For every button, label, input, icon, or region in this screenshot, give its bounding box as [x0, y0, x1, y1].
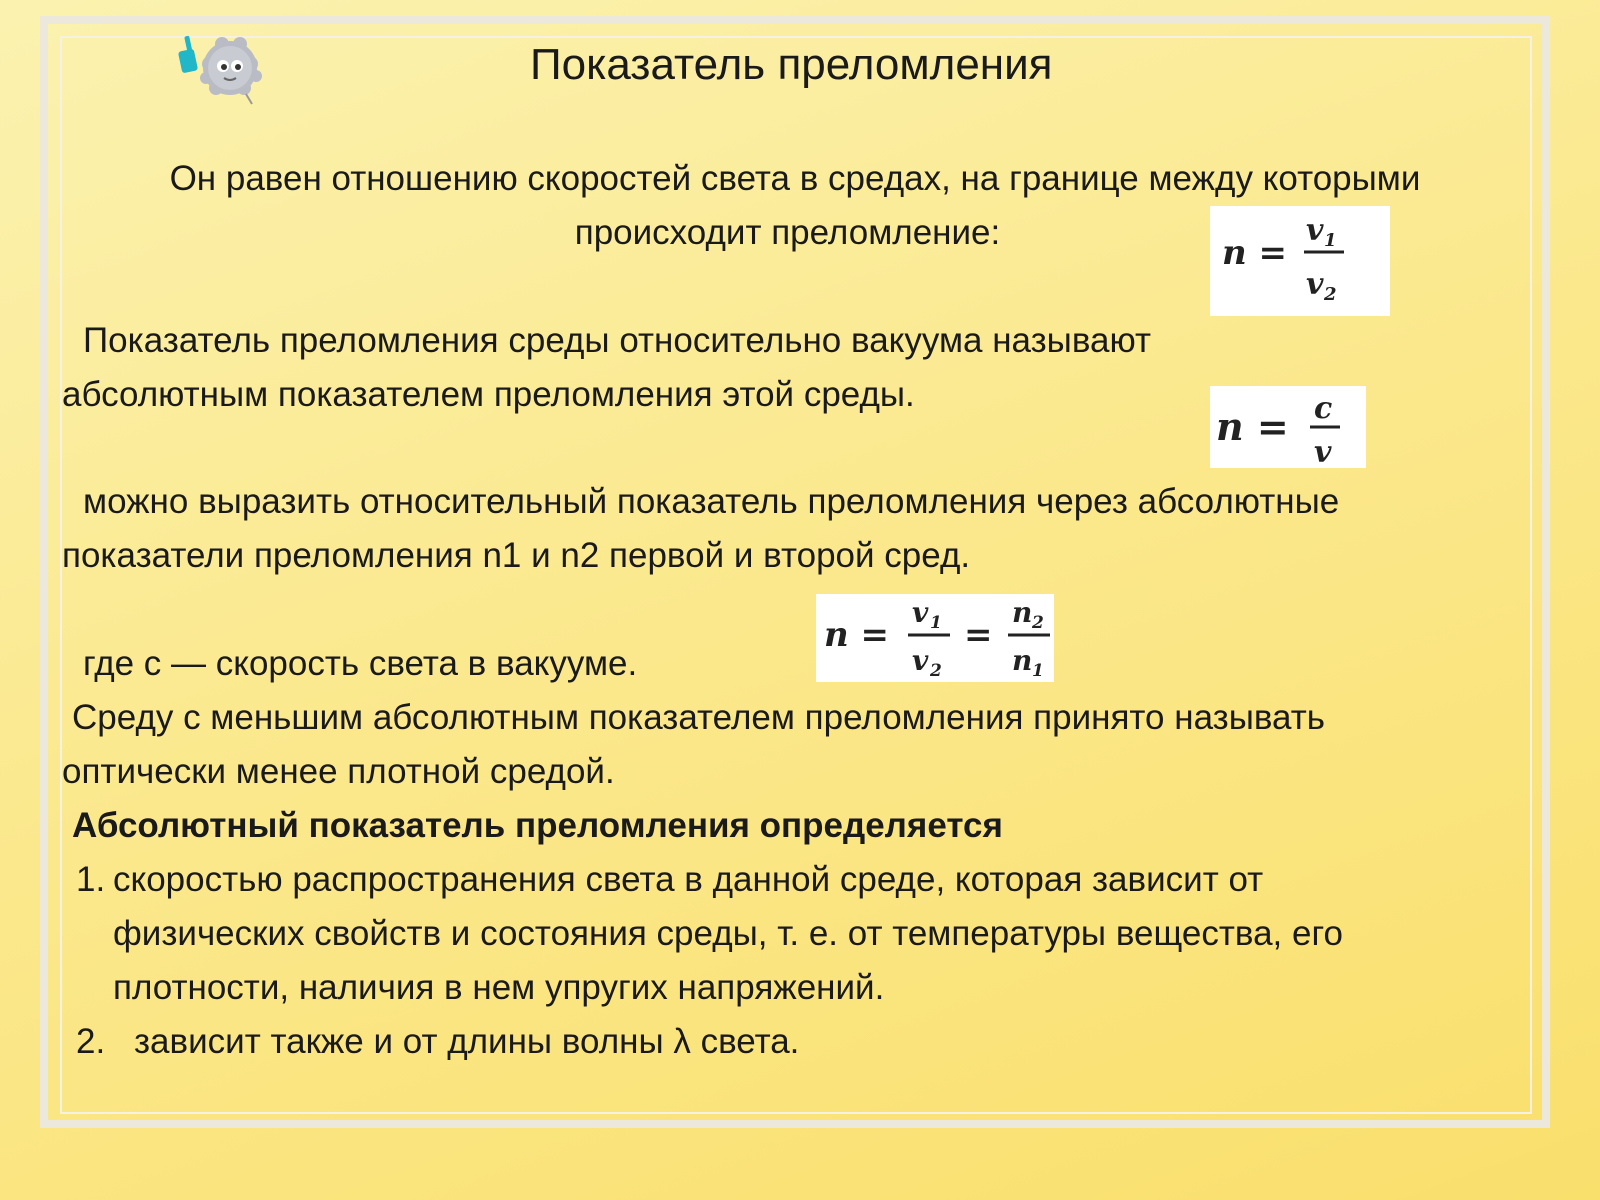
svg-text:v: v	[1306, 267, 1324, 302]
intro-line-2: происходит преломление:	[574, 213, 1001, 252]
list-item-2-line-1: зависит также и от длины волны λ света.	[134, 1022, 800, 1061]
svg-text:2: 2	[930, 661, 942, 681]
denser-line-2: оптически менее плотной средой.	[62, 752, 615, 791]
svg-text:1: 1	[1324, 230, 1337, 251]
list-item-1-number: 1.	[76, 860, 106, 899]
formula-relative-index	[816, 594, 1054, 682]
list-item-2-number: 2.	[76, 1022, 106, 1061]
absolute-line-1: Показатель преломления среды относительно вакуума называют	[83, 321, 1152, 360]
section-heading: Абсолютный показатель преломления определяется	[72, 806, 1003, 845]
list-item-1-line-2: физических свойств и состояния среды, т. е. от температуры вещества, его	[113, 914, 1343, 953]
denser-line-1: Среду с меньшим абсолютным показателем преломления принято называть	[72, 698, 1326, 737]
svg-text:v: v	[1314, 435, 1332, 468]
formula-velocity-ratio	[1210, 206, 1390, 316]
relative-line-2: показатели преломления n1 и n2 первой и второй сред.	[62, 536, 971, 575]
svg-text:n =: n =	[824, 615, 890, 655]
svg-text:v: v	[1306, 213, 1324, 248]
relative-line-1: можно выразить относительный показатель преломления через абсолютные	[83, 482, 1340, 521]
svg-text:v: v	[912, 644, 929, 677]
svg-text:2: 2	[1032, 613, 1044, 633]
svg-text:2: 2	[1324, 284, 1337, 305]
svg-text:n =: n =	[1222, 233, 1288, 273]
absolute-line-2: абсолютным показателем преломления этой среды.	[62, 375, 915, 414]
svg-text:=: =	[964, 615, 993, 655]
svg-text:n: n	[1012, 596, 1033, 629]
svg-text:v: v	[912, 596, 929, 629]
svg-text:n =: n =	[1216, 404, 1289, 449]
svg-text:n: n	[1012, 644, 1033, 677]
svg-text:c: c	[1314, 391, 1333, 426]
svg-text:1: 1	[1032, 661, 1044, 681]
formula-absolute-index	[1210, 386, 1366, 468]
intro-line-1: Он равен отношению скоростей света в средах, на границе между которыми	[169, 159, 1421, 198]
list-item-1-line-3: плотности, наличия в нем упругих напряжений.	[113, 968, 885, 1007]
where-c-line: где c — скорость света в вакууме.	[83, 644, 638, 683]
slide-title: Показатель преломления	[530, 40, 1053, 89]
list-item-1-line-1: скоростью распространения света в данной среде, которая зависит от	[113, 860, 1264, 899]
fluffy-gray-mascot-icon	[172, 28, 282, 108]
svg-text:1: 1	[930, 613, 942, 633]
